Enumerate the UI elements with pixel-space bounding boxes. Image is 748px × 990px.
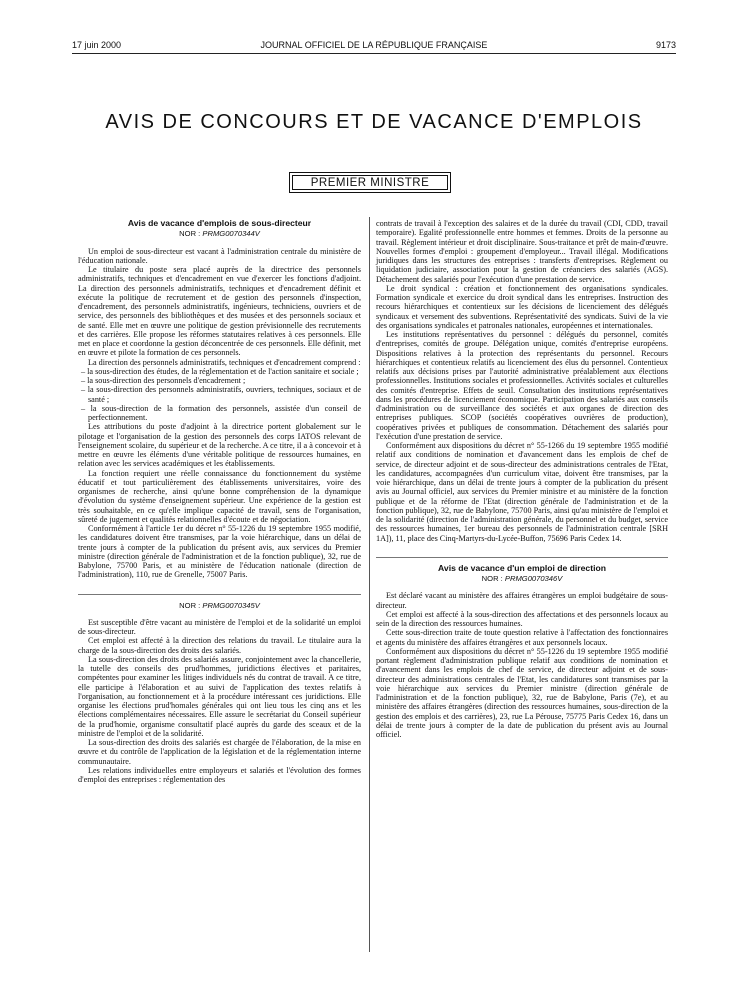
paragraph: Conformément à l'article 1er du décret n° 55-1226 du 19 septembre 1955 modifié, les candidatures doivent être transmises, par la voie hiérarchique, dans un délai de trente jours à compter de la publication du présent avis, aux services du Premier ministre (direction générale de l'administration et de la fonction publique), 32, rue de Babylone, 75700 Paris, et au ministère de l'éducation nationale (direction de l'administration), 110, rue de Grenelle, 75007 Paris.: [78, 524, 361, 580]
section-box: [289, 172, 451, 193]
header-rule: [72, 53, 676, 54]
paragraph: Est déclaré vacant au ministère des affaires étrangères un emploi budgétaire de sous-directeur.: [376, 591, 668, 610]
paragraph: Cette sous-direction traite de toute question relative à l'affectation des fonctionnaires et agents du ministère des affaires étrangères et aux personnels locaux.: [376, 628, 668, 647]
notice-separator: [376, 557, 668, 558]
notice-3-nor: [376, 574, 668, 583]
notice-1-nor: [78, 229, 361, 238]
paragraph: contrats de travail à l'exception des salaires et de la durée du travail (CDI, CDD, travail temporaire). Egalité professionnelle entre hommes et femmes. Droits de la personne au travail. Règlement intérieur et droit disciplinaire. Sous-traitance et prêt de main-d'œuvre. Nouvelles formes d'emploi : groupement d'employeur... Travail illégal. Modifications juridiques dans les structures des entreprises : transferts d'entreprises. Règlement ou liquidation judiciaire, association pour la gestion de créanciers des salariés (AGS). Détachement des salariés pour l'exécution d'une prestation de service.: [376, 219, 668, 284]
subdirection-list: [78, 367, 361, 423]
right-column: [376, 219, 668, 739]
paragraph: La sous-direction des droits des salariés assure, conjointement avec la chancellerie, la tutelle des conseils des prud'hommes, juridictions électives et paritaires, compétentes pour examiner les litiges individuels nés du contrat de travail. A ce titre, elle participe à l'élaboration et au suivi de l'application des textes relatifs à l'organisation, au fonctionnement et à la procédure intéressant ces juridictions. Elle organise les élections prud'homales générales qui ont lieu tous les cinq ans et les élections complémentaires nécessaires. Elle assure le secrétariat du Conseil supérieur de la prud'homie, organisme consultatif placé auprès du garde des sceaux et de la ministre de l'emploi et de la solidarité.: [78, 654, 361, 738]
notice-separator: [78, 594, 361, 595]
paragraph: Cet emploi est affecté à la sous-direction des affectations et des personnels locaux au sein de la direction des ressources humaines.: [376, 609, 668, 628]
main-title: AVIS DE CONCOURS ET DE VACANCE D'EMPLOIS: [105, 111, 643, 133]
notice-1-title: Avis de vacance d'emplois de sous-directeur: [127, 218, 312, 228]
nor-label: NOR :: [481, 574, 503, 583]
nor-label: NOR :: [179, 229, 201, 239]
header-page-number: 9173: [655, 40, 676, 50]
paragraph: La fonction requiert une réelle connaissance du fonctionnement du système éducatif et tout particulièrement des établissements universitaires, voire des organismes de recherche, ainsi qu'une bonne compréhension de la dynamique d'évolution du système d'enseignement supérieur. Une expérience de la gestion est très souhaitable, en ce qu'elle implique capacité de travail, sens de l'organisation, sûreté de jugement et qualités relationnelles d'écoute et de négociation.: [78, 468, 361, 524]
nor-code: PRMG0070345V: [202, 600, 260, 610]
paragraph: Conformément aux dispositions du décret n° 55-1226 du 19 septembre 1955 modifié portant règlement d'administration publique relatif aux conditions de nomination et d'avancement dans les emplois de chef de service, de directeur adjoint et de sous-directeur des administrations centrales de l'Etat, les candidatures sont transmises par la voie hiérarchique aux services du Premier ministre (direction générale de l'administration et de la fonction publique), 32, rue de Babylone, Paris (7e), et au ministère des affaires étrangères (direction des ressources humaines, sous-direction de la gestion des emplois et des carrières), 23, rue La Pérouse, 75775 Paris Cedex 16, dans un délai de trente jours à compter de la date de publication du présent avis au Journal officiel.: [376, 646, 668, 739]
list-item: – la sous-direction des personnels d'encadrement ;: [78, 376, 361, 385]
nor-code: PRMG0070346V: [504, 574, 563, 583]
column-divider: [369, 217, 370, 952]
paragraph: Un emploi de sous-directeur est vacant à l'administration centrale du ministère de l'éducation nationale.: [78, 246, 361, 265]
paragraph: Les attributions du poste d'adjoint à la directrice portent globalement sur le pilotage et l'organisation de la gestion des personnels des corps IATOS relevant de l'enseignement scolaire, du supérieur et de la recherche. A ce titre, il a à concevoir et à mettre en œuvre les éléments d'une véritable politique de ressources humaines, en relation avec les services académiques et les établissements.: [78, 422, 361, 469]
left-column: [78, 219, 361, 784]
header-journal-title: JOURNAL OFFICIEL DE LA RÉPUBLIQUE FRANÇAISE: [260, 40, 488, 50]
paragraph: Est susceptible d'être vacant au ministère de l'emploi et de la solidarité un emploi de sous-directeur.: [78, 617, 361, 636]
paragraph: Le droit syndical : création et fonctionnement des organisations syndicales. Formation syndicale et exercice du droit syndical dans les entreprises. Instruction des recours hiérarchiques et contentieux sur les décisions de licenciement des délégués syndicaux et versement des subventions. Représentativité des syndicats. Suivi de la vie des organisations syndicales et patronales nationales, européennes et internationales.: [376, 283, 668, 330]
section-title: PREMIER MINISTRE: [292, 175, 448, 190]
paragraph: Cet emploi est affecté à la direction des relations du travail. Le titulaire aura la charge de la sous-direction des droits des salariés.: [78, 636, 361, 655]
paragraph: Les relations individuelles entre employeurs et salariés et l'évolution des formes d'emploi des entreprises : réglementation des: [78, 765, 361, 784]
notice-2-nor: [78, 601, 361, 610]
nor-code: PRMG0070344V: [202, 229, 260, 239]
header-date: 17 juin 2000: [72, 40, 122, 50]
list-item: – la sous-direction de la formation des personnels, assistée d'un conseil de perfectionnement.: [78, 404, 361, 423]
list-item: – la sous-direction des personnels administratifs, ouvriers, techniques, sociaux et de santé ;: [78, 385, 361, 404]
paragraph: Le titulaire du poste sera placé auprès de la directrice des personnels administratifs, techniques et d'encadrement en vue d'exercer les fonctions d'adjoint. La direction des personnels administratifs, techniques et d'encadrement définit et exécute la politique de recrutement et de gestion des personnels d'inspection, d'encadrement, des personnels administratifs, ingénieurs, techniciens, ouvriers et de service, des personnels des bibliothèques et des musées et des personnels sociaux et de santé. Elle met en œuvre une politique de gestion prévisionnelle des recrutements et des carrières. Elle propose les réformes statutaires relatives à ces personnels. Elle met en place et coordonne la gestion déconcentrée de ces personnels. Elle définit, met en œuvre et pilote la formation de ces personnels.: [78, 265, 361, 358]
notice-3-title: Avis de vacance d'un emploi de direction: [438, 562, 606, 573]
paragraph: La direction des personnels administratifs, techniques et d'encadrement comprend :: [88, 357, 361, 367]
nor-label: NOR :: [179, 600, 201, 610]
paragraph: La sous-direction des droits des salariés est chargée de l'élaboration, de la mise en œuvre et du contrôle de l'application de la législation et de la réglementation interne communautaire.: [78, 738, 361, 766]
list-item: – la sous-direction des études, de la réglementation et de l'action sanitaire et sociale ;: [78, 367, 361, 376]
page-header: [72, 40, 676, 54]
paragraph: Les institutions représentatives du personnel : délégués du personnel, comités d'entreprises, comités de groupe. Délégation unique, comités d'entreprise européens. Dispositions relatives à la protection des représentants du personnel. Recours hiérarchiques et contentieux relatifs au licenciement des élus du personnel. Contentieux relatifs aux décisions prises par l'autorité administrative préalablement aux élections professionnelles. Institutions sociales et professionnelles. Activités sociales et culturelles des comités d'entreprise. Effets de seuil. Consultation des institutions représentatives dans les procédures de licenciement économique. Participation des salariés aux conseils d'administration ou de surveillance des sociétés et aux organes de direction des entreprises publiques. SCOP (sociétés coopératives ouvrières de production), coopératives privées et publiques de consommation. Détachement des salariés pour l'exécution d'une prestation de service.: [376, 330, 668, 441]
paragraph: Conformément aux dispositions du décret n° 55-1266 du 19 septembre 1955 modifié relatif aux conditions de nomination et d'avancement dans les emplois de chef de service, de directeur adjoint et de sous-directeur des administrations centrales de l'Etat, les candidatures, accompagnées d'un curriculum vitae, doivent être transmises, par la voie hiérarchique, dans un délai de trente jours à compter de la publication du présent avis au Journal officiel, aux services du Premier ministre et au ministère de la fonction publique et de la réforme de l'Etat (direction générale de l'administration et de la fonction publique), 32, rue de Babylone, 75700 Paris, ainsi qu'au ministère de l'emploi et de la solidarité (direction de l'administration générale, du personnel et du budget, service des ressources humaines, 1er bureau des personnels de l'administration centrale [SRH 1A]), 11, place des Cinq-Martyrs-du-Lycée-Buffon, 75696 Paris Cedex 14.: [376, 441, 668, 543]
